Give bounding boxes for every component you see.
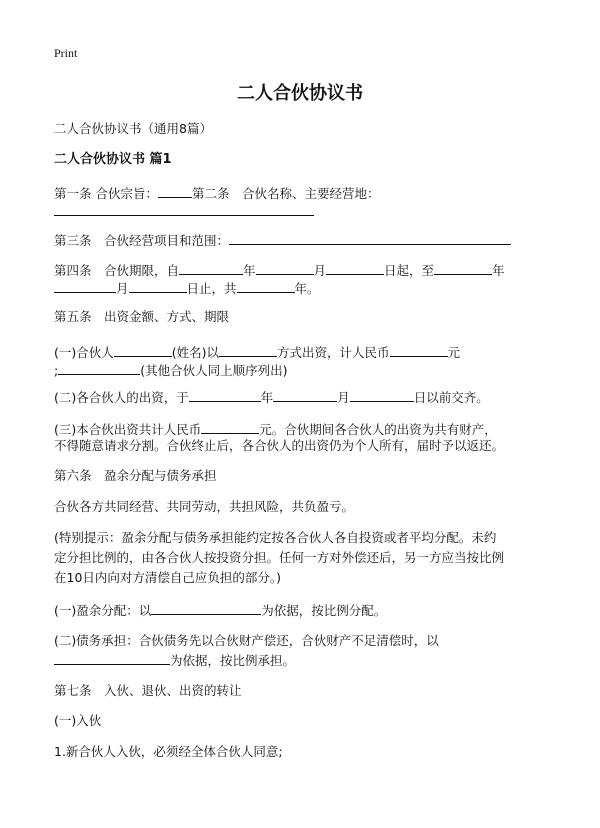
debt-basis-blank	[54, 651, 170, 665]
article-6-title: 第六条 盈余分配与债务承担	[54, 468, 217, 483]
article-6-text: 合伙各方共同经营、共同劳动，共担风险，共负盈亏。	[54, 499, 355, 514]
end-year-blank	[434, 261, 492, 275]
yuan-text: 元	[447, 345, 461, 360]
article-4-line-2	[54, 279, 320, 297]
end-day-blank	[129, 279, 187, 293]
partner-name-blank	[114, 343, 172, 357]
total-amount-blank	[201, 420, 259, 434]
name-by-text: (姓名)以	[171, 345, 220, 360]
admission-title: (一)入伙	[54, 713, 102, 728]
contribution-3-line-2: 不得随意请求分割。合伙终止后，各合伙人的出资仍为个人所有，届时予以返还。	[54, 438, 505, 453]
article-7-title: 第七条 入伙、退伙、出资的转让	[54, 683, 242, 698]
start-year-blank	[179, 261, 243, 275]
debt-line-1: (二)债务承担：合伙债务先以合伙财产偿还，合伙财产不足清偿时，以	[54, 633, 439, 648]
deadline-end-text: 日以前交齐。	[413, 390, 489, 405]
contribution-1-line-2	[54, 361, 287, 379]
profit-distribution-line	[54, 601, 386, 619]
section-title: 二人合伙协议书 篇1	[54, 152, 172, 167]
month-text: 月	[337, 390, 350, 405]
day-end-text: 日止，共	[186, 281, 237, 296]
special-tip-line-1: (特别提示：盈余分配与债务承担能约定按各合伙人各自投资或者平均分配。未约	[54, 530, 497, 545]
total-contribution-label: (三)本合伙出资共计人民币	[54, 422, 202, 437]
special-tip-line-3: 在10日内向对方清偿自己应负担的部分。)	[54, 570, 282, 585]
article-5-title: 第五条 出资金额、方式、期限	[54, 309, 230, 324]
admission-item-1: 1.新合伙人入伙，必须经全体合伙人同意;	[54, 744, 283, 759]
profit-text: 为依据，按比例分配。	[261, 603, 387, 618]
other-partners-note: (其他合伙人同上顺序列出)	[140, 363, 288, 378]
article-4-line-1	[54, 261, 505, 279]
article-1-label: 第一条 合伙宗旨：	[54, 186, 158, 201]
end-month-blank	[54, 279, 116, 293]
deadline-year-blank	[189, 388, 261, 402]
article-3-label: 第三条 合伙经营项目和范围：	[54, 233, 230, 248]
profit-basis-blank	[151, 601, 261, 615]
years-total-blank	[237, 279, 295, 293]
article-4-label: 第四条 合伙期限，自	[54, 263, 180, 278]
year-text: 年	[243, 263, 256, 278]
contribution-3-line-1	[54, 420, 497, 438]
year-text: 年	[260, 390, 274, 405]
special-tip-line-2: 定分担比例的，由各合伙人按投资分担。任何一方对外偿还后，另一方应当按比例	[54, 550, 505, 565]
day-from-text: 日起，至	[384, 263, 435, 278]
start-day-blank	[326, 261, 384, 275]
partner-label: (一)合伙人	[54, 345, 114, 360]
deadline-day-blank	[350, 388, 414, 402]
year-text: 年	[492, 263, 505, 278]
method-blank	[219, 343, 277, 357]
month-text: 月	[116, 281, 129, 296]
document-subtitle: 二人合伙协议书（通用8篇）	[54, 121, 212, 136]
print-label[interactable]: Print	[54, 46, 78, 60]
semicolon-text: ;	[54, 363, 59, 378]
name-address-blank	[54, 202, 314, 216]
article-1-line	[54, 184, 380, 202]
debt-line-2	[54, 651, 295, 669]
contribution-2-label: (二)各合伙人的出资，于	[54, 390, 189, 405]
method-text: 方式出资，计人民币	[277, 345, 390, 360]
years-end-text: 年。	[294, 281, 320, 296]
document-title: 二人合伙协议书	[237, 83, 363, 104]
start-month-blank	[256, 261, 314, 275]
deadline-month-blank	[273, 388, 337, 402]
scope-blank	[229, 231, 511, 245]
purpose-blank	[158, 184, 192, 198]
profit-label: (一)盈余分配：以	[54, 603, 152, 618]
debt-text: 为依据，按比例承担。	[170, 653, 296, 668]
article-2-label: 第二条 合伙名称、主要经营地：	[191, 186, 380, 201]
contribution-1-line-1	[54, 343, 460, 361]
amount-blank	[390, 343, 448, 357]
contribution-2-line	[54, 388, 489, 406]
month-text: 月	[313, 263, 327, 278]
total-contribution-text: 元。合伙期间各合伙人的出资为共有财产，	[259, 422, 497, 437]
other-partner-blank	[58, 361, 140, 375]
article-3-line	[54, 231, 511, 249]
article-2-blank-line	[54, 202, 314, 220]
